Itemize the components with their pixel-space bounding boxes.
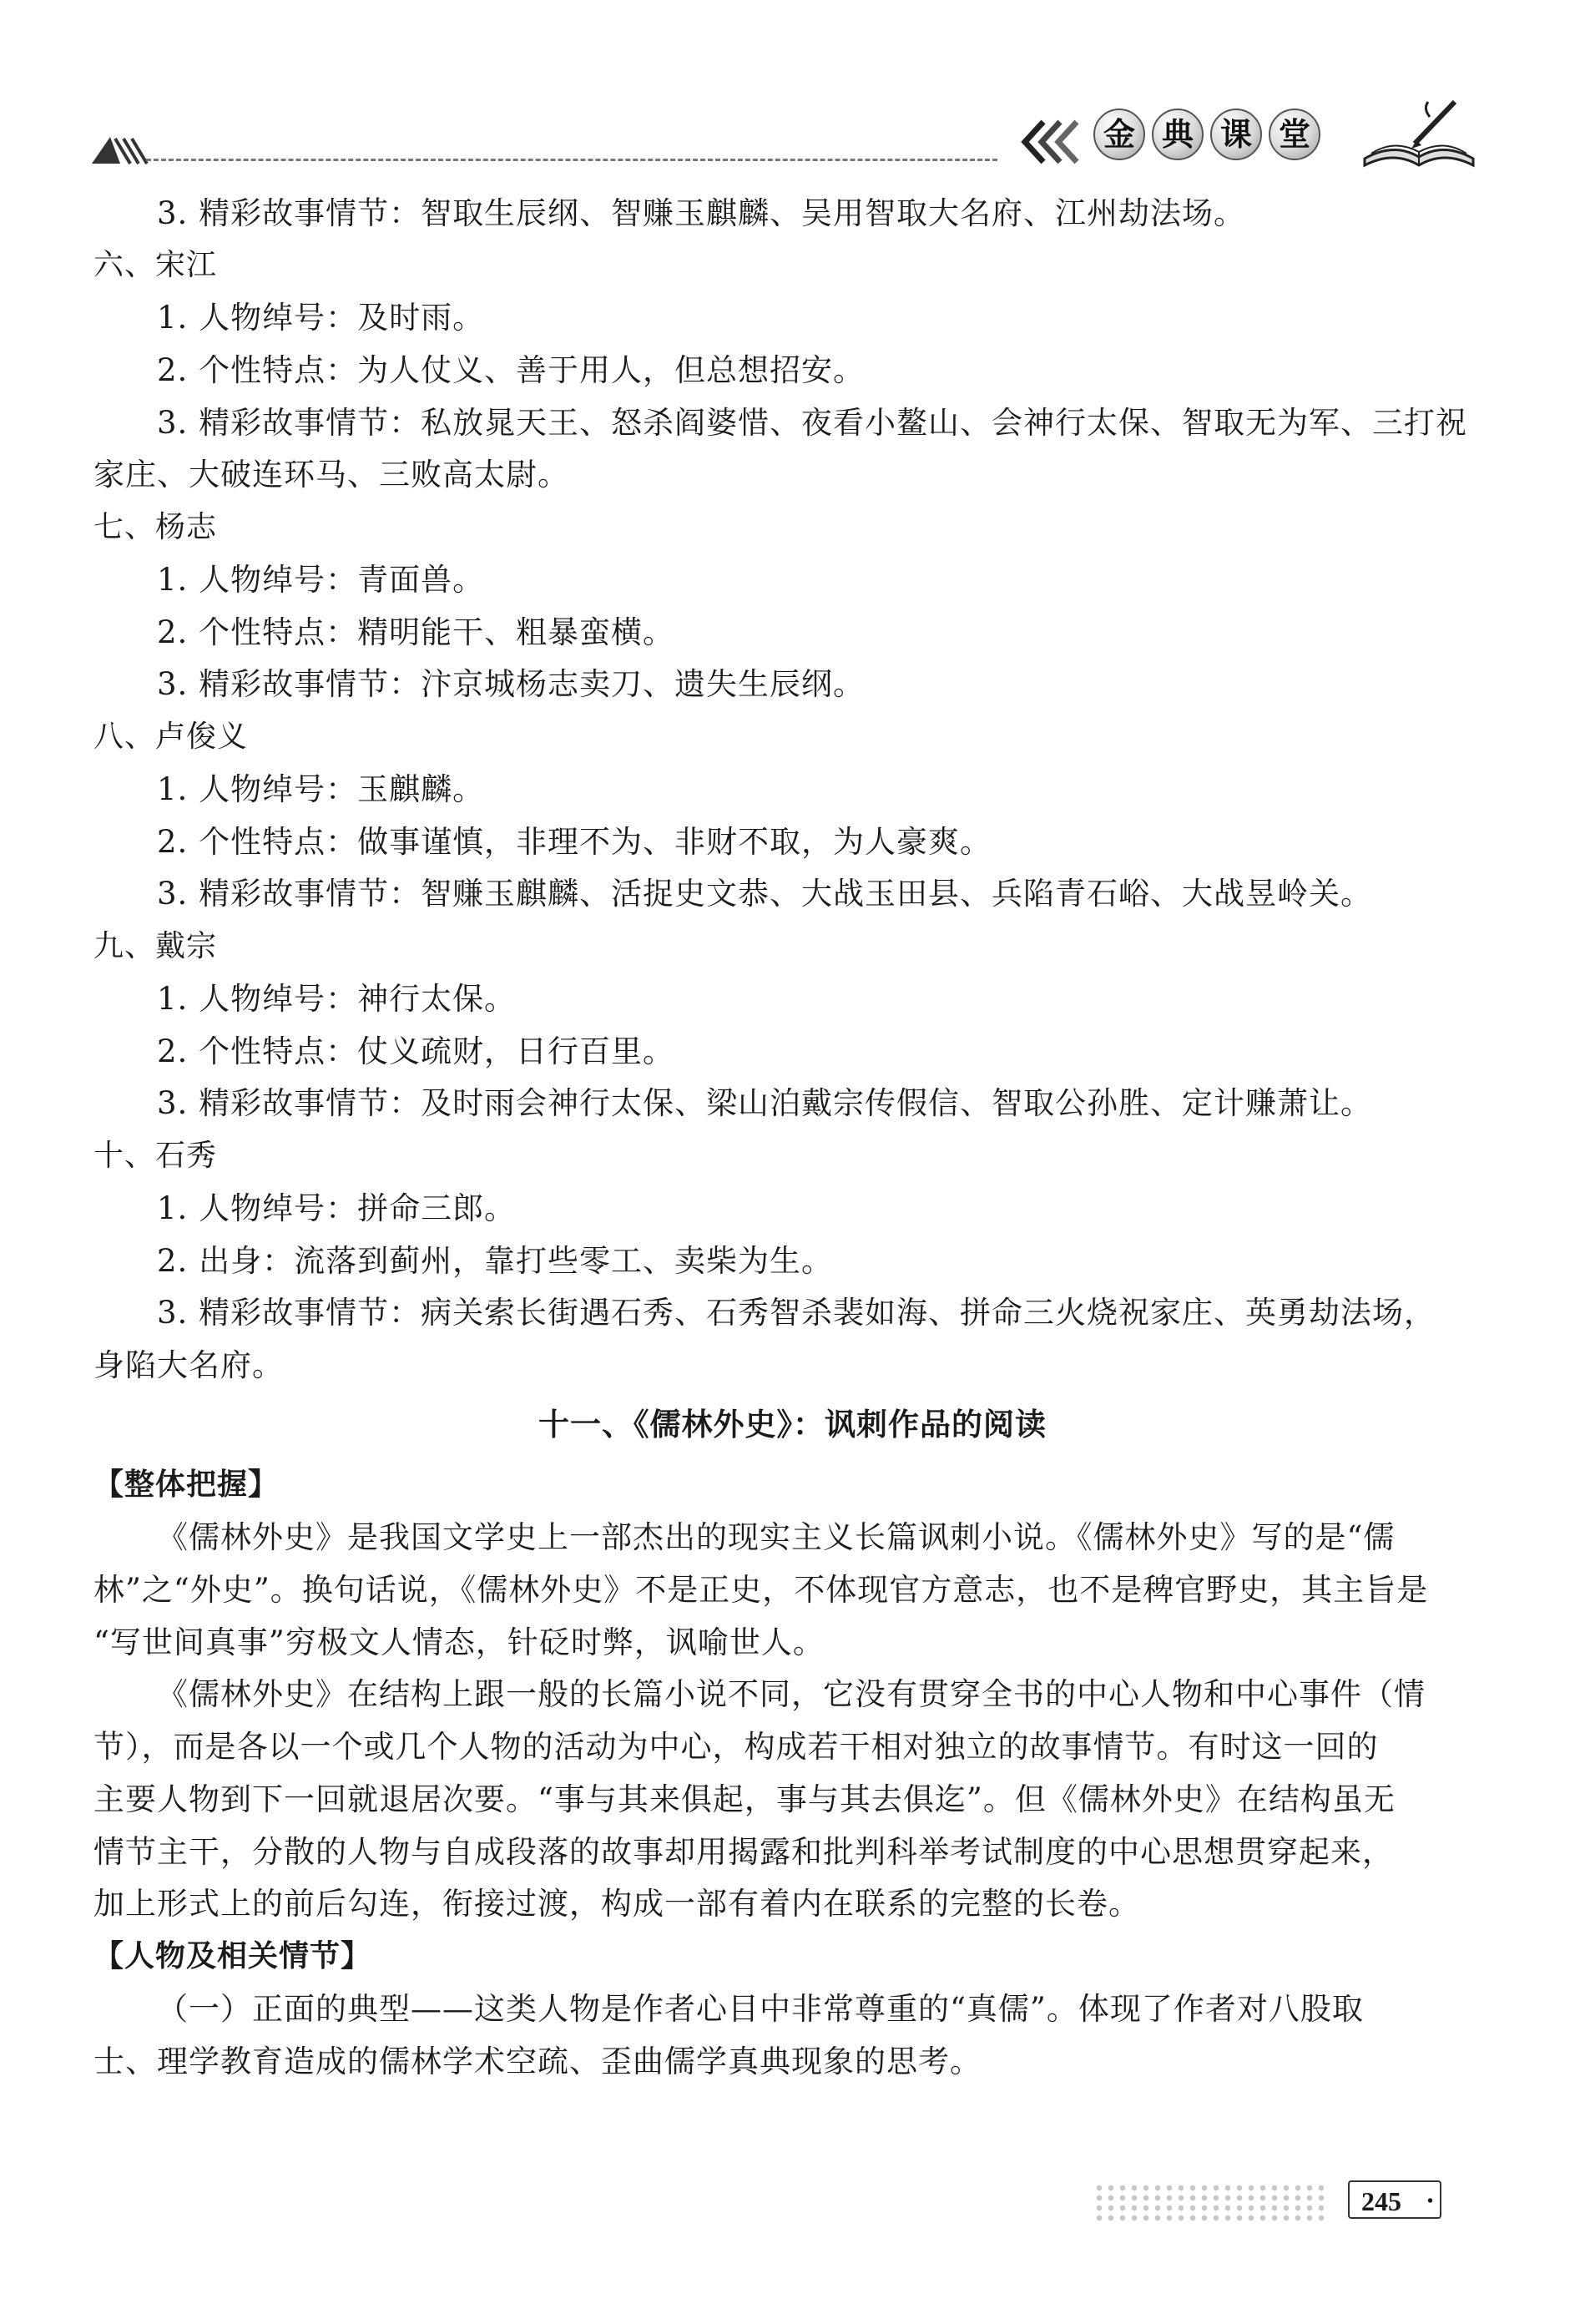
text-line: （一）正面的典型——这类人物是作者心目中非常尊重的“真儒”。体现了作者对八股取 <box>157 1991 1364 2027</box>
text-line: 林”之“外史”。换句话说，《儒林外史》不是正史，不体现官方意志，也不是稗官野史，其主旨是 <box>93 1572 1429 1608</box>
subsection-heading: 【整体把握】 <box>93 1468 280 1502</box>
text-line: 节），而是各以一个或几个人物的活动为中心，构成若干相对独立的故事情节。有时这一回的 <box>93 1729 1379 1765</box>
text-line: 家庄、大破连环马、三败高太尉。 <box>93 457 569 493</box>
text-line: “写世间真事”穷极文人情态，针砭时弊，讽喻世人。 <box>93 1624 825 1660</box>
text-line: 2. 出身：流落到蓟州，靠打些零工、卖柴为生。 <box>157 1243 834 1279</box>
text-line: 士、理学教育造成的儒林学术空疏、歪曲儒学真典现象的思考。 <box>93 2044 982 2079</box>
text-line: 1. 人物绰号：神行太保。 <box>157 981 517 1017</box>
brand-logo <box>1093 109 1320 160</box>
text-line: 2. 个性特点：精明能干、粗暴蛮横。 <box>157 614 675 650</box>
text-line: 1. 人物绰号：拼命三郎。 <box>157 1190 517 1226</box>
section-heading: 六、宋江 <box>93 248 218 282</box>
text-line: 身陷大名府。 <box>93 1347 284 1383</box>
text-line: 1. 人物绰号：青面兽。 <box>157 562 485 598</box>
text-line: 3. 精彩故事情节：智取生辰纲、智赚玉麒麟、吴用智取大名府、江州劫法场。 <box>157 195 1246 231</box>
chapter-title: 十一、《儒林外史》：讽刺作品的阅读 <box>538 1407 1047 1442</box>
section-heading: 十、石秀 <box>93 1139 218 1173</box>
text-line: 加上形式上的前后勾连，衔接过渡，构成一部有着内在联系的完整的长卷。 <box>93 1886 1140 1922</box>
page-number: 245 <box>1361 2186 1401 2216</box>
brand-char: 金 <box>1093 109 1145 160</box>
text-line: 2. 个性特点：仗义疏财，日行百里。 <box>157 1033 675 1069</box>
text-line: 1. 人物绰号：及时雨。 <box>157 300 485 336</box>
text-line: 3. 精彩故事情节：私放晁天王、怒杀阎婆惜、夜看小鳌山、会神行太保、智取无为军、三打祝 <box>157 405 1468 441</box>
brand-char: 课 <box>1210 109 1262 160</box>
open-book-pen-icon <box>1356 92 1482 171</box>
section-heading: 九、戴宗 <box>93 929 218 963</box>
double-chevron-left-icon <box>1018 117 1085 167</box>
text-line: 主要人物到下一回就退居次要。“事与其来俱起，事与其去俱迄”。但《儒林外史》在结构虽无 <box>93 1781 1396 1817</box>
text-line: 情节主干，分散的人物与自成段落的故事却用揭露和批判科举考试制度的中心思想贯穿起来， <box>93 1834 1394 1870</box>
text-line: 1. 人物绰号：玉麒麟。 <box>157 771 485 807</box>
brand-char: 堂 <box>1269 109 1320 160</box>
subsection-heading: 【人物及相关情节】 <box>93 1939 372 1973</box>
section-heading: 八、卢俊义 <box>93 720 249 754</box>
text-line: 3. 精彩故事情节：汴京城杨志卖刀、遗失生辰纲。 <box>157 666 866 702</box>
header-triangles-icon <box>92 132 150 165</box>
text-line: 3. 精彩故事情节：及时雨会神行太保、梁山泊戴宗传假信、智取公孙胜、定计赚萧让。 <box>157 1085 1373 1121</box>
footer-dot-pattern <box>1093 2183 1327 2223</box>
text-line: 《儒林外史》是我国文学史上一部杰出的现实主义长篇讽刺小说。《儒林外史》写的是“儒 <box>157 1519 1396 1555</box>
text-line: 2. 个性特点：为人仗义、善于用人，但总想招安。 <box>157 352 866 388</box>
page-number-box <box>1348 2180 1441 2219</box>
brand-char: 典 <box>1152 109 1204 160</box>
section-heading: 七、杨志 <box>93 510 218 544</box>
page-number-dot-icon: • <box>1426 2192 1433 2210</box>
text-line: 3. 精彩故事情节：病关索长街遇石秀、石秀智杀裴如海、拼命三火烧祝家庄、英勇劫法场， <box>157 1295 1436 1331</box>
text-line: 《儒林外史》在结构上跟一般的长篇小说不同，它没有贯穿全书的中心人物和中心事件（情 <box>157 1676 1426 1712</box>
header-dashed-line <box>146 159 997 161</box>
text-line: 2. 个性特点：做事谨慎，非理不为、非财不取，为人豪爽。 <box>157 824 992 860</box>
text-line: 3. 精彩故事情节：智赚玉麒麟、活捉史文恭、大战玉田县、兵陷青石峪、大战昱岭关。 <box>157 876 1373 912</box>
